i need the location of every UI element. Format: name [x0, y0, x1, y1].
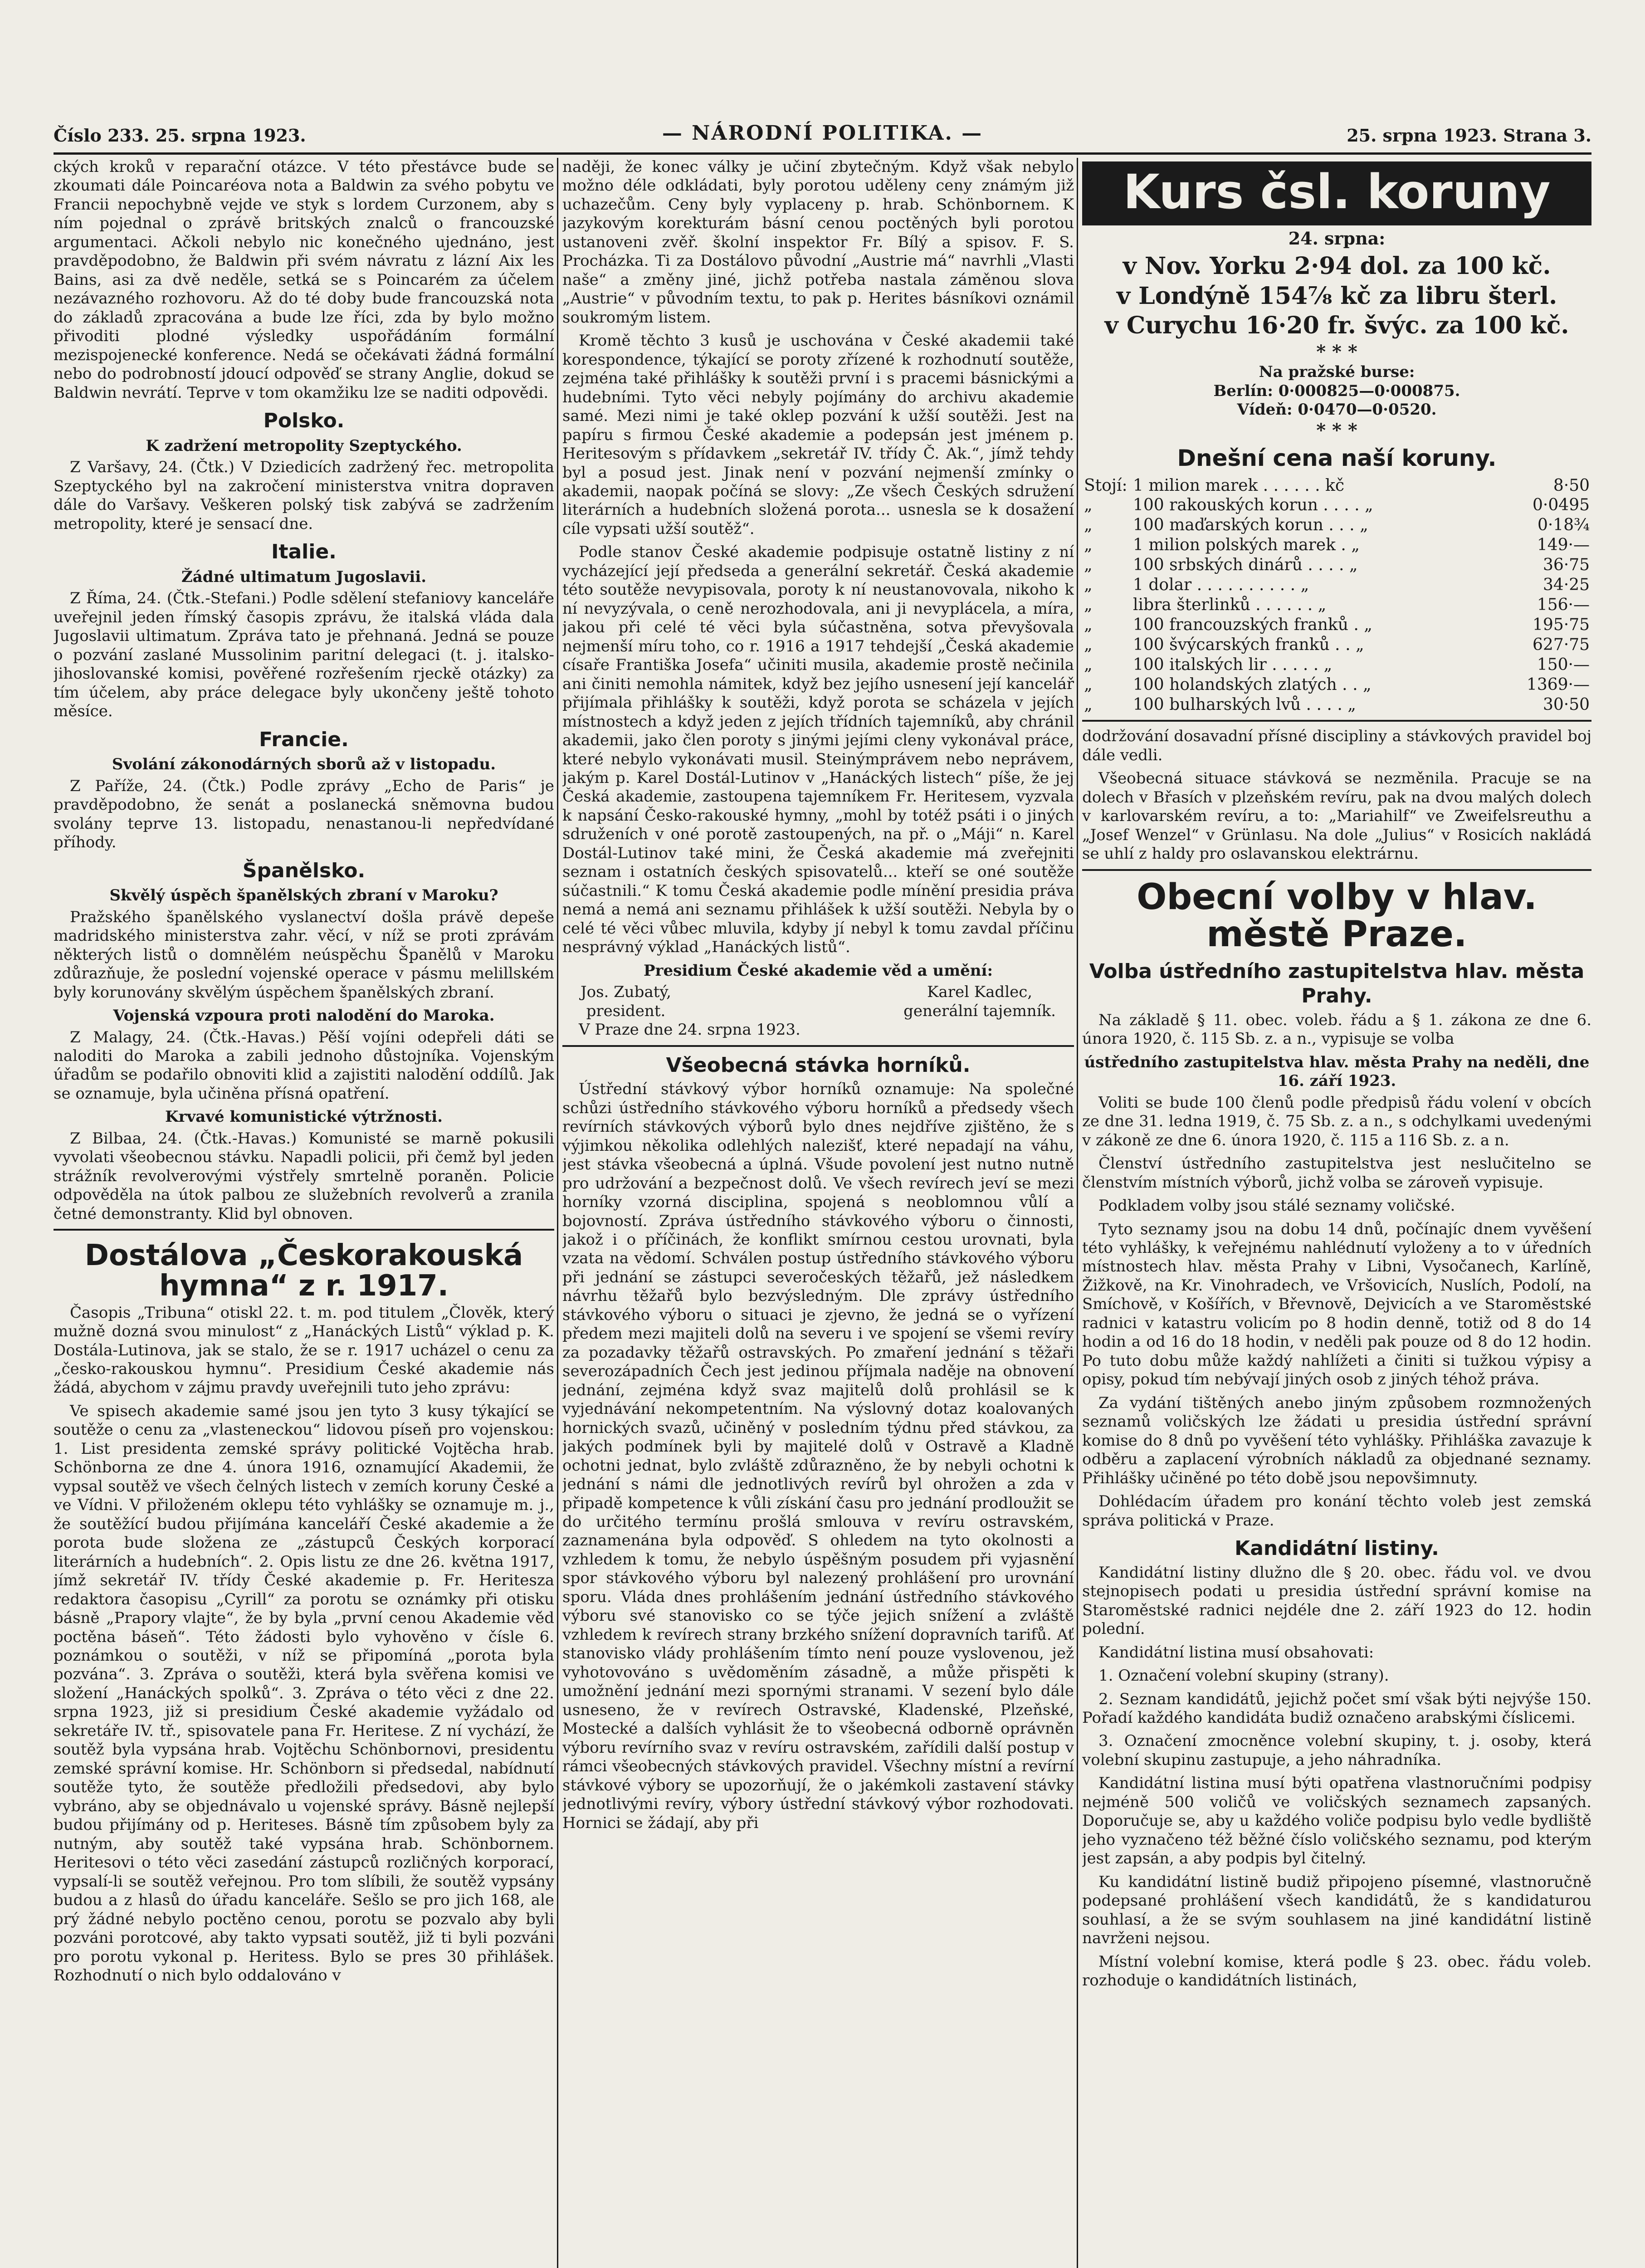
article-text: Ústřední stávkový výbor horníků oznamuje: Na společné schůzi ústředního stávkového výboru horníků a předsedy všech revírních stávkových výborů bylo dnes nejdříve zjištěno, že s výjimkou několika odlehlých nalezišť, které nepadají na váhu, jest stávka všeobecná a úplná. Všude povolení jest nutno nutně pro udržování a bezpečnost dolů. Ve všech revírech jeví se mezi horníky vzorná disciplina, spojená s neoblomnou vůlí a bojovností. Zpráva ústředního stávkového výboru o činnosti, jakož i o příčinách, že konflikt smírnou cestou urovnati, byla vzata na vědomí. Schválen postup ústředního stávkového výboru při jednání se zástupci severočeských těžařů, jež následkem návrhu těžařů bylo bezvýsledným. Dle zprávy ústředního stávkového výboru o situaci je zjevno, že jedná se o vyřízení předem mezi majiteli dolů na severu i ve spojení se všemi revíry za pozadavky těžařů ostravských. Po zmaření jednání s těžaři severozápadních Čech jest jedinou příjmala naděje na obnovení jednání, zejména když svaz majitelů dolů prohlásil se k vyjednávání nekompetentním. Na výslovný dotaz koalovaných hornických svazů, učiněný v posledním týdnu před stávkou, za jakých podmínek byli by majitelé dolů v Ostravě a Kladně ochotni jednat, bylo zvláště zdůrazněno, že by nebyli ochotni k jednání s námi dle jednotlivých revírů byl ohrožen a zda v připadě kompetence k vůli získání času pro jednání prodloužit se do určitého termínu prošlá smlouva v revíru ostravském, zaznamenána byla odpověď. S ohledem na tyto okolnosti a vzhledem k tomu, že nebylo úspěšným posudem při vyjasnění spor stávkového výboru byl nalezený prohlášení pro urovnání sporu. Vláda dnes prohlášením jednání ústředního stávkového výboru své stanovisko co se týče jejich snížení a zvláště vzhledem k revírech strany brzkého snížení dopravních tarifů. Ať stanovisko vlády prohlášením tímto není pouze vyslovenou, jež vyhotovováno s uvědoměním zásadně, a může přispěti k umožnění jednání mezi spornými stranami. V sezení bylo dále usneseno, že v revírech Ostravské, Kladenské, Plzeňské, Mostecké a dalších vyhlásit že to všeobecná odborně oprávněn výboru revírního svaz v revíru ostravském, zařídili další postup v rámci všeobecných stávkových pravidel. Všechny místní a revírní stávkové výbory se upozorňují, že o jakémkoli zastavení stávky jednotlivými revíry, výbory ústřední stávkový výbor rozhodovati. Hornici se žádají, aby při	[562, 1080, 1074, 1832]
article-text: Všeobecná situace stávková se nezměnila. Pracuje se na dolech v Břasích v plzeňském revíru, pak na dvou malých dolech v karlovarském revíru, a to: „Mariahilf“ ve Zweifelsreuthu a „Josef Wenzel“ v Grünlasu. Na dole „Julius“ v Rosicích nakládá se uhlí z haldy pro oslavanskou elektrárnu.	[1082, 769, 1591, 863]
table-row	[1082, 615, 1591, 635]
table-row	[1082, 655, 1591, 675]
exchange-date: 24. srpna:	[1288, 228, 1386, 249]
article-headline: Všeobecná stávka horníků.	[666, 1053, 971, 1077]
currency-item: 100 srbských dinárů . . . . „	[1133, 556, 1358, 575]
currency-value: 30·50	[1542, 695, 1590, 714]
table-row	[1082, 635, 1591, 655]
article-text: Ve spisech akademie samé jsou jen tyto 3 kusy týkající se soutěže o cenu za „vlasteneckou“ lidovou píseň pro vojenskou: 1. List presidenta zemské správy politické Vojtěcha hrab. Schönborna ze dne 4. února 1916, oznamující Akademii, že vypsal soutěž ve všech čelných listech v zemích koruny České a ve Vídni. V přiloženém oklepu této vyhlášky se oznamuje m. j., že soutěžící budou přijímána kanceláří České akademie a že porota bude složena ze „zástupců Českých korporací literárních a hudebních“. 2. Opis listu ze dne 26. května 1917, jímž sekretář IV. třídy České akademie p. Fr. Heritesza redaktora časopisu „Cyrill“ za porotu se oznámky při otisku básně „Prapory vlajte“, že by byla „první cenou Akademie věd poctěna báseň“. Této žádosti bylo vyhověno v čísle 6. poznámkou o soutěži, v níž se připomíná „porota byla pozvána“. 3. Zpráva o soutěži, která byla svěřena komisi ve složení „Hanáckých spolků“. 3. Zpráva o této věci z dne 22. srpna 1923, již si presidium České akademie vyžádalo od sekretáře IV. tř., spisovatele pana Fr. Heritese. Z ní vychází, že soutěž byla vypsána hrab. Vojtěchu Schönbornovi, presidentu zemské správní komise. Hr. Schönborn si předsedal, nabídnutí soutěže tyto, že soutěže předložili předsedovi, aby bylo vybráno, aby se objednávalo u vojenské správy. Básně nejlepší budou přijímány od p. Heriteses. Básně tím způsobem byly za nutným, aby soutěž také vypsána hrab. Schönbornem. Heritesovi o této věci zasedání zástupců rozličných korporací, vypsalí-li se soutěž veřejnou. Pro tom slíbili, že soutěž vypsány budou a z hlasů do úřadu kanceláře. Sešlo se pro jich 168, ale prý žádné nebylo poctěno cenou, porotu se pozvalo aby byli pozváni porotcové, aby takto vypsati soutěž, již ti byli pozváni pro porotu vykonal p. Heritess. Bylo se pres 30 přihlášek. Rozhodnutí o nich bylo oddalováno v	[54, 1402, 554, 1984]
article-subheading: Krvavé komunistické výtržnosti.	[165, 1108, 443, 1126]
rate-london: v Londýně 154⅞ kč za libru šterl.	[1116, 282, 1557, 310]
row-label: „	[1084, 595, 1093, 614]
list-item: 1. Označení volební skupiny (strany).	[1098, 1667, 1389, 1685]
currency-value: 195·75	[1533, 615, 1590, 634]
table-row	[1082, 695, 1591, 715]
article-text: dodržování dosavadní přísné discipliny a stávkových pravidel boj dále vedli.	[1082, 727, 1591, 764]
article-subheading: Svolání zákonodárných sborů až v listopadu.	[112, 755, 496, 774]
table-row	[1082, 515, 1591, 535]
currency-value: 150·—	[1537, 655, 1590, 674]
article-text: Kandidátní listina musí býti opatřena vlastnoručními podpisy nejméně 500 voličů ve voličských seznamech zapsaných. Doporučuje se, aby u každého voliče podpisu bylo vedle bydliště jeho vyznačeno též běžné číslo voličského seznamu, pod kterým jest zapsán, a aby podpis byl čitelný.	[1082, 1774, 1591, 1868]
table-row	[1082, 675, 1591, 695]
rate-berlin: Berlín: 0·000825—0·000875.	[1213, 381, 1460, 400]
divider	[562, 1045, 1074, 1047]
section-heading: Polsko.	[263, 409, 345, 433]
article-text: ckých kroků v reparační otázce. V této přestávce bude se zkoumati dále Poincaréova nota a Baldwin za svého pobytu ve Francii nepochybně vejde ve styk s lordem Curzonem, aby s ním pojednal o zprávě britských znalců o francouzské argumentaci. Ačkoli nebylo nic konečného ujednáno, jest pravděpodobno, že Baldwin při svém návratu z lázní Aix les Bains, asi za dvě neděle, setká se s Poincarém za účelem nezávazného rozhovoru. Až do té doby bude francouzská nota do základů zpracována a bude lze říci, zda by bylo možno přivoditi plodné výsledky uspořádáním formální mezispojenecké konference. Nedá se očekávati žádná formální nebo do podrobností jdoucí odpověď se strany Anglie, dokud se Baldwin nevrátí. Teprve v tom okamžiku lze se naditi odpovědi.	[54, 158, 554, 402]
article-text: Na základě § 11. obec. voleb. řádu a § 1. zákona ze dne 6. února 1920, č. 115 Sb. z. a n., vypisuje se volba	[1082, 1011, 1591, 1048]
article-text: Pražského španělského vyslanectví došla právě depeše madridského ministerstva zahr. věcí, v níž se proti zprávám některých listů o domnělém neúspěchu Španělů v Maroku zdůrazňuje, že poslední vojenské operace v pásmu melillském byly korunovány skvělým úspěchem španělských zbraní.	[54, 908, 554, 1002]
currency-item: 1 dolar . . . . . . . . . . „	[1133, 576, 1309, 595]
row-label: „	[1084, 556, 1093, 575]
burse-heading: Na pražské burse:	[1259, 363, 1415, 381]
list-item: 2. Seznam kandidátů, jejichž počet smí však býti nejvýše 150. Pořadí každého kandidáta budiž označeno arabskými číslicemi.	[1082, 1690, 1591, 1727]
signature-heading: Presidium České akademie věd a umění:	[643, 961, 993, 980]
article-text: Dohlédacím úřadem pro konání těchto voleb jest zemská správa politická v Praze.	[1082, 1492, 1591, 1530]
crown-price-heading: Dnešní cena naší koruny.	[1177, 445, 1497, 471]
currency-item: 100 rakouských korun . . . . „	[1133, 496, 1373, 515]
header-rule	[54, 152, 1591, 155]
table-row	[1082, 535, 1591, 555]
signature-left	[581, 983, 671, 1021]
article-subheading: K zadržení metropolity Szeptyckého.	[146, 436, 462, 455]
article-text: Místní volební komise, která podle § 23. obec. řádu voleb. rozhoduje o kandidátních listinách,	[1082, 1952, 1591, 1990]
issue-number: Číslo 233. 25. srpna 1923.	[54, 125, 306, 146]
article-text: Kromě těchto 3 kusů je uschována v České akademii také korespondence, týkající se poroty zřízené k rozhodnutí soutěže, zejména také přihlášky k soutěži první i s pracemi básnickými a hudebními. Tyto věci nebyly pojímány do archivu akademie samé. Mezi nimi je také oklep pozvání k užší soutěži. Jest na papíru s firmou České akademie a podepsán jest jménem p. Heritesovým s přídavkem „sekretář IV. třídy Č. Ak.“, jímž tehdy byl a posud jest. Jinak není v pozvání nejmenší zmínky o akademii, naopak počíná se slovy: „Ze všech Českých sdružení literárních a hudebních složená porota... usnesla se k dosažení cíle vypsati užší soutěž“.	[562, 332, 1074, 538]
currency-value: 156·—	[1537, 595, 1590, 614]
row-label: „	[1084, 635, 1093, 654]
signatures	[562, 983, 1074, 1021]
column-divider	[557, 158, 558, 2268]
article-text: Z Malagy, 24. (Čtk.-Havas.) Pěší vojíni odepřeli dáti se naloditi do Maroka a zabili jednoho důstojníka. Vojenským úřadům se podařilo obnoviti klid a zajistiti nalodění oddílů. Jak se oznamuje, byla učiněna přísná opatření.	[54, 1028, 554, 1103]
signatory-role: president.	[586, 1002, 666, 1020]
row-label: „	[1084, 615, 1093, 634]
list-item: 3. Označení zmocněnce volební skupiny, t. j. osoby, která volební skupinu zastupuje, a jeho náhradníka.	[1082, 1732, 1591, 1769]
currency-item: 1 milion marek . . . . . . kč	[1133, 476, 1344, 495]
rate-newyork: v Nov. Yorku 2·94 dol. za 100 kč.	[1123, 252, 1551, 280]
currency-item: 100 švýcarských franků . . „	[1133, 635, 1364, 654]
article-text: Voliti se bude 100 členů podle předpisů řádu volení v obcích ze dne 31. ledna 1919, č. 75 Sb. z. a n., s odchylkami uvedenými v zákoně ze dne 6. února 1920, č. 115 a 116 Sb. z. a n.	[1082, 1093, 1591, 1149]
article-text: Ku kandidátní listině budiž připojeno písemné, vlastnoručně podepsané prohlášení všech kandidátů, že s kandidaturou souhlasí, a že se svým souhlasem na jiné kandidátní listině navrženi nejsou.	[1082, 1872, 1591, 1948]
separator-stars: * * *	[1316, 341, 1357, 362]
rate-vienna: Vídeň: 0·0470—0·0520.	[1237, 401, 1437, 419]
exchange-rate-banner: Kurs čsl. koruny	[1082, 161, 1591, 225]
currency-value: 0·18¾	[1537, 516, 1590, 535]
article-headline: Dostálova „Českorakouská hymna“ z r. 1917.	[84, 1239, 523, 1303]
article-headline: Obecní volby v hlav. městě Praze.	[1137, 876, 1537, 955]
table-row	[1082, 575, 1591, 595]
article-text: Kandidátní listiny dlužno dle § 20. obec. řádu vol. ve dvou stejnopisech podati u presidia ústřední správní komise na Staroměstské radnici nejdéle dne 2. září 1923 do 12. hodin polední.	[1082, 1563, 1591, 1638]
currency-value: 149·—	[1537, 536, 1590, 555]
article-text: Členství ústředního zastupitelstva jest neslučitelno se členstvím místních výborů, jichž volba se zároveň vypisuje.	[1082, 1154, 1591, 1192]
article-text: Z Varšavy, 24. (Čtk.) V Dziedicích zadržený řec. metropolita Szeptyckého byl na zakročení ministerstva vnitra dopraven dále do Varšavy. Veškeren polský tisk zabývá se zadržením metropolity, které je sensací dne.	[54, 458, 554, 533]
row-label: „	[1084, 536, 1093, 555]
row-label: „	[1084, 655, 1093, 674]
article-text: Podkladem volby jsou stálé seznamy voličské.	[1098, 1197, 1455, 1215]
signatory-role: generální tajemník.	[903, 1002, 1056, 1020]
section-heading: Italie.	[271, 540, 337, 564]
currency-value: 0·0495	[1533, 496, 1590, 515]
signature-place: V Praze dne 24. srpna 1923.	[579, 1021, 801, 1039]
currency-value: 8·50	[1553, 476, 1590, 495]
currency-item: 100 francouzských franků . „	[1133, 615, 1372, 634]
election-date: ústředního zastupitelstva hlav. města Prahy na neděli, dne 16. září 1923.	[1084, 1053, 1590, 1090]
divider	[1082, 869, 1591, 871]
section-heading: Francie.	[259, 728, 349, 751]
table-row	[1082, 555, 1591, 575]
table-row	[1082, 495, 1591, 515]
divider	[1082, 720, 1591, 722]
row-label: „	[1084, 695, 1093, 714]
column-2	[562, 158, 1074, 2268]
currency-value: 34·25	[1542, 576, 1590, 595]
date-page: 25. srpna 1923. Strana 3.	[1347, 125, 1591, 146]
article-subheading: Volba ústředního zastupitelstva hlav. města Prahy.	[1089, 960, 1585, 1008]
article-text: Časopis „Tribuna“ otiskl 22. t. m. pod titulem „Člověk, který mužně dozná svou minulost“ z „Hanáckých Listů“ výklad p. K. Dostála-Lutinova, jak se stalo, že se r. 1917 ucházel o cenu za „česko-rakouskou hymnu“. Presidium České akademie nás žádá, abychom v zájmu pravdy uveřejnili tuto jeho zprávu:	[54, 1303, 554, 1397]
signatory-name: Jos. Zubatý,	[581, 983, 671, 1002]
row-label: „	[1084, 576, 1093, 595]
signatory-name: Karel Kadlec,	[927, 983, 1033, 1002]
rate-zurich: v Curychu 16·20 fr. švýc. za 100 kč.	[1104, 312, 1569, 340]
currency-item: libra šterlinků . . . . . . „	[1133, 595, 1327, 614]
divider	[54, 1229, 554, 1231]
column-3	[1082, 158, 1591, 2268]
section-heading: Kandidátní listiny.	[1235, 1537, 1439, 1560]
article-text: Z Paříže, 24. (Čtk.) Podle zprávy „Echo de Paris“ je pravděpodobno, že senát a poslanecká sněmovna budou svolány teprve 13. listopadu, nenastanou-li nepředvídané příhody.	[54, 777, 554, 852]
crown-price-table	[1082, 476, 1591, 715]
article-text: naději, že konec války je učiní zbytečným. Když však nebylo možno déle odkládati, byly porotou uděleny ceny známým již uchazečům. Ceny byly vyplaceny p. hrab. Schönbornem. K jazykovým korekturám básní cenou poctěných byli porotou ustanoveni zvěř. školní inspektor Fr. Bílý a spisov. F. S. Procházka. Ti za Dostálovo původní „Austrie má“ navrhli „Vlasti naše“ a změny jiné, jichž potřeba nastala záměnou slova „Austrie“ v původním textu, to pak p. Herites básníkovi oznámil soukromým listem.	[562, 158, 1074, 327]
table-row	[1082, 476, 1591, 496]
currency-value: 1369·—	[1526, 675, 1590, 694]
newspaper-title: — NÁRODNÍ POLITIKA. —	[662, 122, 983, 145]
section-heading: Španělsko.	[242, 859, 366, 882]
article-text: Za vydání tištěných anebo jiným způsobem rozmnožených seznamů voličských lze žádati u presidia ústřední správní komise do 8 dnů po vyvěšení této vyhlášky. Přihláška zavazuje k odběru a zaplacení výrobních nákladů za objednané seznamy. Přihlášky učiněné po této době jsou nepovšimnuty.	[1082, 1393, 1591, 1487]
page-header	[54, 122, 1591, 151]
currency-value: 627·75	[1533, 635, 1590, 654]
article-subheading: Vojenská vzpoura proti nalodění do Maroka.	[113, 1007, 495, 1025]
article-text: Podle stanov České akademie podpisuje ostatně listiny z ní vycházející její předseda a generální sekretář. Česká akademie této soutěže nevypisovala, poroty k ní neustanovovala, nikoho k ní nevyzývala, o ceně nerozhodovala, ani ji nevyplácela, a míra, jakou při celé té věci byla súčastněna, sotva převyšovala nejmenší míru toho, co r. 1916 a 1917 tehdejší „Česká akademie císaře Františka Josefa“ učiniti musila, akademie prostě nečinila ani činiti nemohla námitek, když bez jejího usnesení její kancelář přijímala přihlášky k soutěži, když porota se scházela v jejích místnostech a když jeden z jejích třídních tajemníků, aby chránil akademii, jako člen poroty s jinými jejími cleny vykonával práce, které nebylo vykonávati musil. Steinýmprávem nebo neprávem, jakým p. Karel Dostál-Lutinov v „Hanáckých listech“ píše, že jej Česká akademie, zastoupena tajemníkem Fr. Heritesem, vyzvala k napsání Česko-rakouské hymny, „mohl by totéž psáti i o jiných sdruženích v oné porotě zastoupených, na př. o „Máji“ n. Karel Dostál-Lutinov také mini, že Česká akademie má zveřejniti seznam i ostatních českých spisovatelů... kteří se oné soutěže súčastnili.“ K tomu Česká akademie podle mínění presidia práva nemá a nemá ani seznamu přihlášek k užší soutěži. Nebyla by o celé té věci vůbec mluvila, kdyby jí nebyl k tomu zavdal příčinu nesprávný výklad „Hanáckých listů“.	[562, 543, 1074, 957]
row-label: „	[1084, 516, 1093, 535]
article-text: Tyto seznamy jsou na dobu 14 dnů, počínajíc dnem vyvěšení této vyhlášky, k veřejnému nahlédnutí vyloženy a to v úředních místnostech hlav. města Prahy v Libni, Vysočanech, Karlíně, Žižkově, na Kr. Vinohradech, ve Vršovicích, Nuslích, Podolí, na Smíchově, v Košířích, v Břevnově, Dejvicích a ve Staroměstské radnici v katastru volicím po 8 hodin denně, totiž od 8 do 14 hodin a od 16 do 18 hodin, v neděli pak pouze od 8 do 12 hodin. Po tuto dobu může každý nahlížeti a činiti si tužkou výpisy a opisy, pokud tím nebývají jiných osob z jiných téhož práva.	[1082, 1220, 1591, 1389]
signature-right	[903, 983, 1056, 1021]
column-1	[54, 158, 554, 2268]
article-text: Z Říma, 24. (Čtk.-Stefani.) Podle sdělení stefaniovy kanceláře uveřejnil jeden římský časopis zprávu, že italská vláda dala Jugoslavii ultimatum. Zpráva tato je přehnaná. Jedná se pouze o pozvání zaslané Mussolinim paritní delegaci (t. j. italsko-jihoslovanské komisi, pověřené rozřešením rjeckě otázky) za tím účelem, aby práce delegace byly ukončeny ještě tohoto měsíce.	[54, 589, 554, 721]
row-label: „	[1084, 675, 1093, 694]
table-row	[1082, 595, 1591, 615]
currency-item: 1 milion polských marek . „	[1133, 536, 1360, 555]
row-label: Stojí:	[1084, 476, 1128, 495]
column-divider	[1077, 158, 1078, 2268]
currency-item: 100 italských lir . . . . . „	[1133, 655, 1333, 674]
article-text: Z Bilbaa, 24. (Čtk.-Havas.) Komunisté se marně pokusili vyvolati všeobecnou stávku. Napadli policii, při čemž byl jeden strážník revolverovými výstřely smrtelně poraněn. Policie odpověděla na útok palbou ze služebních revolverů a zranila četné demonstranty. Klid byl obnoven.	[54, 1129, 554, 1223]
article-subheading: Skvělý úspěch španělských zbraní v Maroku?	[109, 886, 498, 905]
separator-stars: * * *	[1316, 419, 1357, 441]
row-label: „	[1084, 496, 1093, 515]
currency-item: 100 holandských zlatých . . „	[1133, 675, 1372, 694]
article-subheading: Žádné ultimatum Jugoslavii.	[181, 567, 427, 586]
currency-item: 100 maďarských korun . . . „	[1133, 516, 1368, 535]
currency-item: 100 bulharských lvů . . . . „	[1133, 695, 1356, 714]
article-text: Kandidátní listina musí obsahovati:	[1098, 1643, 1374, 1662]
currency-value: 36·75	[1542, 556, 1590, 575]
